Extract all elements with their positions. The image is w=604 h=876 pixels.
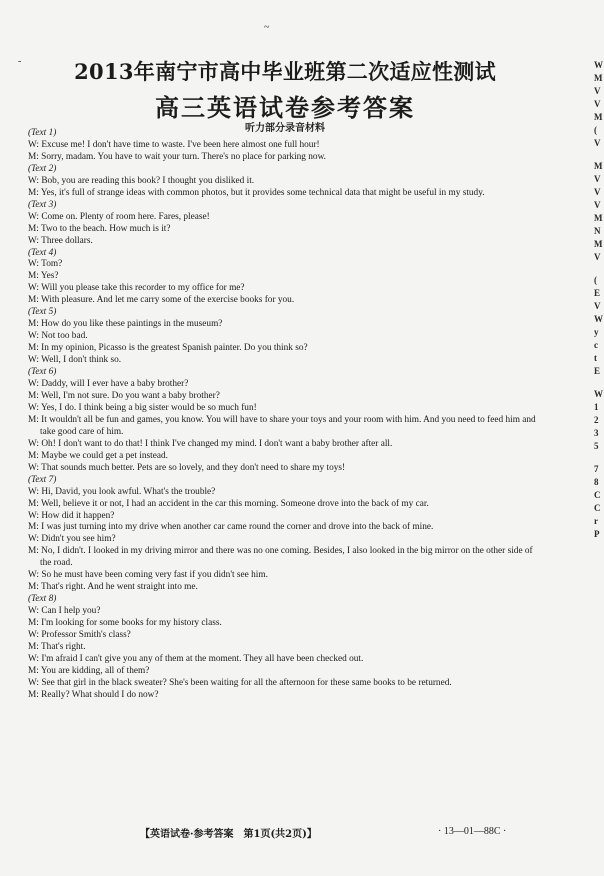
dialogue-line: W: See that girl in the black sweater? She's been waiting for all the afternoon for these same books to be returned. [28,677,452,688]
dialogue-line: W: Hi, David, you look awful. What's the trouble? [28,486,216,497]
dialogue-line: M: Two to the beach. How much is it? [28,223,171,234]
dialogue-line: M: Sorry, madam. You have to wait your turn. There's no place for parking now. [28,151,326,162]
edge-fragment: 1 [594,402,599,412]
dialogue-line: M: Really? What should I do now? [28,689,159,700]
edge-fragment: M [594,161,603,171]
listening-transcript [28,128,538,702]
dialogue-line: W: That sounds much better. Pets are so lovely, and they don't need to share my toys! [28,462,346,473]
dialogue-line: W: Didn't you see him? [28,534,116,545]
edge-fragment: 5 [594,441,599,451]
dialogue-line: W: Oh! I don't want to do that! I think I've changed my mind. I don't want a baby brother after all. [28,438,393,449]
answer-key-title: 高三英语试卷参考答案 [155,93,415,122]
dialogue-line: W: Excuse me! I don't have time to waste. I've been here almost one full hour! [28,139,320,150]
edge-fragment: W [594,389,603,399]
edge-fragment: V [594,187,601,197]
text-section-label: (Text 7) [28,474,57,485]
edge-fragment: V [594,252,601,262]
dialogue-line: W: Daddy, will I ever have a baby brother? [28,379,189,390]
dialogue-line: M: You are kidding, all of them? [28,665,150,676]
section-label: 听力部分录音材料 [245,123,325,134]
dialogue-line: M: That's right. And he went straight into me. [28,582,198,593]
edge-fragment: V [594,200,601,210]
dialogue-line: W: Bob, you are reading this book? I thought you disliked it. [28,175,255,186]
adjacent-page-edge [594,60,604,542]
edge-fragment: M [594,112,603,122]
dialogue-line: W: Professor Smith's class? [28,630,131,641]
edge-fragment: c [594,340,598,350]
edge-fragment: 7 [594,464,599,474]
text-section-label: (Text 8) [28,594,57,605]
dialogue-line: M: Yes, it's full of strange ideas with common photos, but it provides some technical data that might be useful in my study. [28,187,485,198]
dialogue-line: W: I'm afraid I can't give you any of them at the moment. They all have been checked out. [28,653,364,664]
text-section-label: (Text 5) [28,307,57,318]
dialogue-line: W: Not too bad. [28,331,88,342]
page-footer: 【英语试卷·参考答案 第1页(共2页)】 [140,829,317,840]
edge-fragment: M [594,239,603,249]
dialogue-line: W: How did it happen? [28,510,115,521]
edge-fragment: V [594,99,601,109]
edge-fragment: W [594,60,603,70]
text-section-label: (Text 1) [28,128,57,138]
edge-fragment: M [594,213,603,223]
text-section-label: (Text 6) [28,367,57,378]
dialogue-line: M: Maybe we could get a pet instead. [28,450,168,461]
edge-fragment: E [594,366,601,376]
scan-mark-top: ~ [264,22,270,33]
dialogue-line: W: Well, I don't think so. [28,355,122,366]
edge-fragment: V [594,86,601,96]
dialogue-line: M: No, I didn't. I looked in my driving mirror and there was no one coming. Besides, I also looked in the big mirror on the other side of the road. [28,546,533,569]
dialogue-line: M: How do you like these paintings in the museum? [28,319,223,330]
dialogue-line: M: Well, believe it or not, I had an accident in the car this morning. Someone drove into the back of my car. [28,498,429,509]
edge-fragment: V [594,138,601,148]
edge-fragment: N [594,226,601,236]
edge-fragment: t [594,353,597,363]
edge-fragment: ( [594,125,597,135]
dialogue-line: M: Yes? [28,271,59,282]
edge-fragment: r [594,516,598,526]
edge-fragment: C [594,503,601,513]
dialogue-line: W: Come on. Plenty of room here. Fares, please! [28,211,210,222]
edge-fragment: E [594,288,601,298]
exam-code: · 13—01—88C · [438,826,507,837]
dialogue-line: M: Well, I'm not sure. Do you want a baby brother? [28,390,220,401]
edge-fragment: P [594,529,600,539]
text-section-label: (Text 3) [28,199,57,210]
dialogue-line: M: I'm looking for some books for my history class. [28,618,222,629]
edge-fragment: ( [594,275,597,285]
scan-mark-corner: - [18,56,22,67]
edge-fragment: V [594,174,601,184]
dialogue-line: M: It wouldn't all be fun and games, you know. You will have to share your toys and your room with him. And you need to feed him and take good care of him. [28,414,536,437]
edge-fragment: C [594,490,601,500]
dialogue-line: W: Yes, I do. I think being a big sister would be so much fun! [28,402,257,413]
dialogue-line: M: I was just turning into my drive when another car came round the corner and drove into the back of mine. [28,522,434,533]
edge-fragment: 8 [594,477,599,487]
edge-fragment: V [594,301,601,311]
edge-fragment: W [594,314,603,324]
exam-title: 2013年南宁市高中毕业班第二次适应性测试 [74,59,496,84]
dialogue-line: W: Will you please take this recorder to my office for me? [28,283,245,294]
text-section-label: (Text 4) [28,247,57,258]
dialogue-line: M: That's right. [28,641,86,652]
text-section-label: (Text 2) [28,163,57,174]
dialogue-line: M: With pleasure. And let me carry some of the exercise books for you. [28,295,295,306]
dialogue-line: W: So he must have been coming very fast if you didn't see him. [28,570,268,581]
edge-fragment: M [594,73,603,83]
dialogue-line: W: Tom? [28,259,63,270]
edge-fragment: 2 [594,415,599,425]
edge-fragment: y [594,327,599,337]
dialogue-line: M: In my opinion, Picasso is the greatest Spanish painter. Do you think so? [28,343,308,354]
dialogue-line: W: Can I help you? [28,606,101,617]
dialogue-line: W: Three dollars. [28,235,93,246]
edge-fragment: 3 [594,428,599,438]
